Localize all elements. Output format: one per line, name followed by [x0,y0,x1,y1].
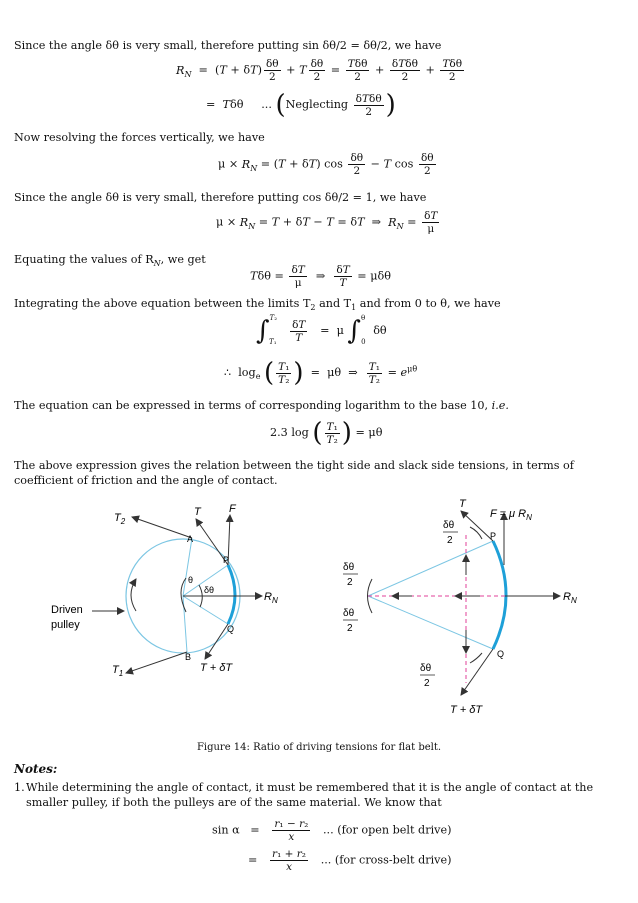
belt-arc [228,565,235,624]
equation-vertical: $\mu \times R_N = (T + \delta T)$ cos $\frac{\delta\theta}{2}$ − T cos $\frac{\delta\theta}{2}$ [218,152,434,177]
belt-tension-figure [0,495,638,745]
text-paragraph: Now resolving the forces vertically, we have [14,131,265,144]
radius-line-q [183,596,228,624]
left-pulley-diagram [51,503,278,678]
neglecting-label: Neglecting [285,98,349,111]
label-t2: $T_2$ [114,512,126,526]
text-paragraph: The above expression gives the relation between the tight side and slack side tensions, in terms of coefficient of friction and the angle of contact. [14,459,574,487]
right-element-diagram [343,498,577,716]
label-p: P [223,555,230,565]
bottom-angle-arc [470,653,482,663]
radius-line-a [183,538,192,596]
equation-log: ∴ $\log_e$ ( $\frac{\text{T₁}}{\text{T₂}}$ ) = μθ ⇒ $\frac{\text{T₁}}{\text{T₂}}$ = $e^{\mu\theta}$ [224,358,418,388]
label-right-f: F = μ $R_N$ [490,508,532,522]
equation-equating: Tδθ = $\frac{\delta T}{\mu}$ ⇒ $\frac{\delta T}{T}$ = μδθ [250,264,391,289]
equation-rn: $R_N = (T + \delta T)$ $\frac{\delta\theta}{2}$ + T $\frac{\delta\theta}{2}$ = $\frac{\text{Tδθ}}{2}$ + $\frac{\text{δTδθ}}{2}$ + $\frac{\text{Tδθ}}{2}$ [176,58,463,83]
text-paragraph: Integrating the above equation between the limits $T_2$ and $T_1$ and from 0 to θ, we have [14,297,501,313]
equation-rn-mu: $\mu \times R_N = T + \delta T - T = \delta T$ ⇒ $R_N$ = $\frac{\delta T}{\mu}$ [216,210,438,235]
label-rn: $R_N$ [264,591,278,605]
label-top-two: 2 [447,535,453,546]
element-line-bottom [368,596,493,649]
note-text: While determining the angle of contact, it must be remembered that it is the angle of contact at the smaller pulley, if both the pulleys are of the same material. We know that [26,781,594,809]
label-right-rn: $R_N$ [563,591,577,605]
equation-integral: ∫$^{T_2}_{T_1}$ $\frac{\delta T}{T}$ = μ ∫$^\theta_0$ δθ [256,314,387,346]
tension-t2-arrow [132,517,192,538]
label-top-dtheta: δθ [443,520,455,531]
label-bottom-dtheta: δθ [420,663,432,674]
text-paragraph: The equation can be expressed in terms of corresponding logarithm to the base 10, i.e. [14,399,509,412]
label-left-two-2: 2 [347,623,353,634]
label-b: B [185,652,192,662]
label-t1: $T_1$ [112,664,124,678]
note-item-1 [14,780,626,810]
note-number: 1. [14,781,25,794]
label-right-p: P [490,531,497,541]
label-a: A [187,534,194,544]
label-pulley: pulley [51,619,80,631]
rotation-arc [131,579,136,611]
tension-tdt-arrow [205,624,228,659]
equation-rn-result: = Tδθ ... (Neglecting $\frac{\text{δTδθ}}{2}$ ) [206,90,396,120]
equation-sin-cross: = $\frac{\text{r₁ + r₂}}{x}$ ... (for cross-belt drive) [248,848,452,873]
label-driven: Driven [51,604,83,616]
label-theta: θ [188,575,194,585]
label-tdt: T + δT [200,662,233,674]
label-bottom-two: 2 [424,678,430,689]
label-right-t: T [459,498,466,510]
radius-line-b [183,596,187,652]
label-right-q: Q [497,649,505,659]
text-paragraph: Equating the values of $R_N$, we get [14,253,206,269]
label-f: F [229,503,236,515]
label-t: T [194,506,201,518]
text-paragraph: Since the angle δθ is very small, therefore putting cos δθ/2 = 1, we have [14,191,427,204]
label-right-tdt: T + δT [450,704,483,716]
label-left-dtheta-2: δθ [343,608,355,619]
tension-t1-arrow [126,652,187,673]
label-q: Q [227,624,235,634]
notes-heading: Notes: [14,762,58,776]
label-dtheta: δθ [204,585,215,595]
label-left-two-1: 2 [347,577,353,588]
text-paragraph: Since the angle δθ is very small, therefore putting sin δθ/2 = δθ/2, we have [14,39,442,52]
equation-sin-open: sin α = $\frac{\text{r₁ − r₂}}{x}$ ... (for open belt drive) [212,818,452,843]
figure-caption: Figure 14: Ratio of driving tensions for flat belt. [196,742,442,753]
equation-log10: 2.3 log ( $\frac{\text{T₁}}{\text{T₂}}$ ) = μθ [270,418,383,448]
label-left-dtheta-1: δθ [343,562,355,573]
element-line-top [368,541,493,596]
